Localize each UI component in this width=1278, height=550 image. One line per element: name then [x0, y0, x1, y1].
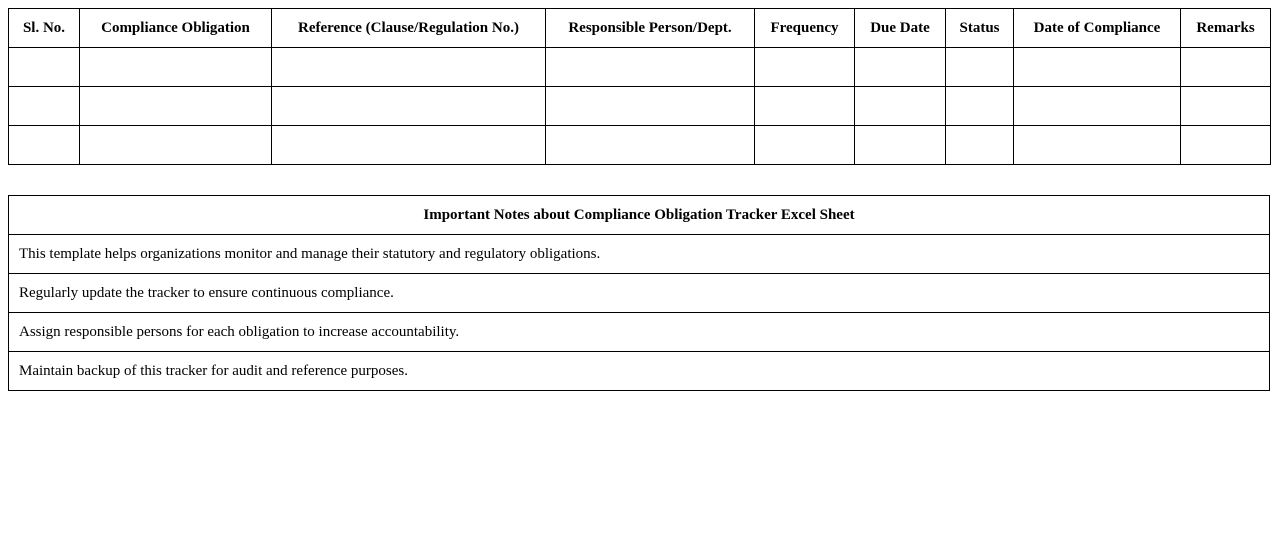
- header-due-date: Due Date: [855, 9, 946, 48]
- table-cell[interactable]: [9, 48, 80, 87]
- list-item: [9, 313, 1270, 352]
- table-cell[interactable]: [9, 126, 80, 165]
- note-text: This template helps organizations monitor and manage their statutory and regulatory obligations.: [9, 235, 1270, 274]
- note-text: Regularly update the tracker to ensure continuous compliance.: [9, 274, 1270, 313]
- table-cell[interactable]: [946, 87, 1014, 126]
- notes-title: Important Notes about Compliance Obligation Tracker Excel Sheet: [9, 196, 1270, 235]
- table-cell[interactable]: [546, 126, 755, 165]
- table-row: [9, 126, 1271, 165]
- notes-header-row: [9, 196, 1270, 235]
- header-reference: Reference (Clause/Regulation No.): [272, 9, 546, 48]
- table-cell[interactable]: [855, 126, 946, 165]
- table-cell[interactable]: [1181, 48, 1271, 87]
- table-cell[interactable]: [9, 87, 80, 126]
- table-row: [9, 48, 1271, 87]
- table-cell[interactable]: [855, 87, 946, 126]
- table-cell[interactable]: [1181, 87, 1271, 126]
- header-frequency: Frequency: [755, 9, 855, 48]
- table-cell[interactable]: [80, 126, 272, 165]
- list-item: [9, 274, 1270, 313]
- header-date-of-compliance: Date of Compliance: [1014, 9, 1181, 48]
- table-cell[interactable]: [755, 87, 855, 126]
- important-notes-table: [8, 195, 1270, 391]
- table-row: [9, 87, 1271, 126]
- list-item: [9, 235, 1270, 274]
- table-cell[interactable]: [1181, 126, 1271, 165]
- note-text: Maintain backup of this tracker for audit and reference purposes.: [9, 352, 1270, 391]
- table-cell[interactable]: [272, 48, 546, 87]
- table-cell[interactable]: [272, 126, 546, 165]
- table-cell[interactable]: [546, 48, 755, 87]
- header-row: [9, 9, 1271, 48]
- table-cell[interactable]: [80, 87, 272, 126]
- note-text: Assign responsible persons for each obligation to increase accountability.: [9, 313, 1270, 352]
- header-compliance-obligation: Compliance Obligation: [80, 9, 272, 48]
- table-cell[interactable]: [272, 87, 546, 126]
- table-cell[interactable]: [80, 48, 272, 87]
- header-status: Status: [946, 9, 1014, 48]
- table-cell[interactable]: [946, 126, 1014, 165]
- compliance-tracker-table: [8, 8, 1271, 165]
- header-remarks: Remarks: [1181, 9, 1271, 48]
- header-responsible-person: Responsible Person/Dept.: [546, 9, 755, 48]
- table-cell[interactable]: [755, 126, 855, 165]
- table-cell[interactable]: [755, 48, 855, 87]
- table-cell[interactable]: [855, 48, 946, 87]
- header-sl-no: Sl. No.: [9, 9, 80, 48]
- table-cell[interactable]: [946, 48, 1014, 87]
- table-cell[interactable]: [1014, 126, 1181, 165]
- table-cell[interactable]: [1014, 87, 1181, 126]
- list-item: [9, 352, 1270, 391]
- table-cell[interactable]: [1014, 48, 1181, 87]
- table-cell[interactable]: [546, 87, 755, 126]
